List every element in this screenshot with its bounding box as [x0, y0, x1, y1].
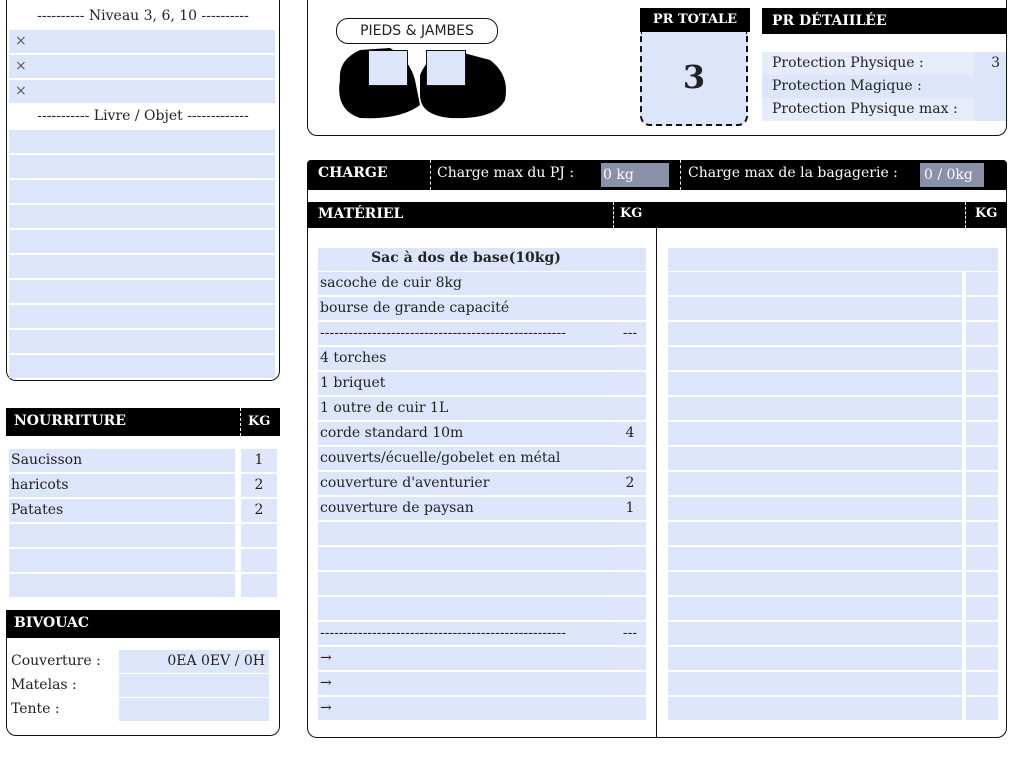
bivouac-label: Tente :: [11, 701, 60, 717]
list-item[interactable]: [9, 255, 275, 278]
materiel-item-kg[interactable]: [614, 372, 646, 395]
materiel-item-kg-right[interactable]: [966, 397, 998, 420]
list-item[interactable]: [9, 355, 275, 378]
charge-pj-label: Charge max du PJ :: [437, 165, 575, 181]
pr-totale-title: PR TOTALE: [640, 8, 750, 32]
food-item-kg[interactable]: 1: [241, 449, 277, 472]
materiel-item-kg[interactable]: [614, 672, 646, 695]
materiel-item-kg-right[interactable]: [966, 272, 998, 295]
materiel-item-kg-right[interactable]: [966, 497, 998, 520]
pr-detail-value[interactable]: [974, 98, 1006, 121]
materiel-item-name[interactable]: 1 outre de cuir 1L: [318, 397, 614, 420]
materiel-item-name[interactable]: [318, 522, 614, 545]
materiel-item-name[interactable]: couverts/écuelle/gobelet en métal: [318, 447, 614, 470]
materiel-item-name[interactable]: couverture de paysan: [318, 497, 614, 520]
list-item[interactable]: [9, 130, 275, 153]
food-item-kg[interactable]: 2: [241, 474, 277, 497]
materiel-item-name-right[interactable]: [668, 272, 962, 295]
pr-detail-label: Protection Physique :: [762, 52, 984, 75]
materiel-item-kg-right[interactable]: [966, 672, 998, 695]
list-section-header: ----------- Livre / Objet -------------: [37, 108, 249, 124]
materiel-title: MATÉRIEL: [318, 206, 404, 222]
materiel-item-kg-right[interactable]: [966, 347, 998, 370]
materiel-item-kg-right[interactable]: [966, 697, 998, 720]
materiel-item-name-right[interactable]: [668, 322, 962, 345]
list-item[interactable]: [9, 305, 275, 328]
pr-detail-label: Protection Magique :: [762, 75, 984, 98]
charge-title: CHARGE: [318, 165, 388, 181]
feet-protection-input-2[interactable]: [426, 50, 466, 86]
materiel-item-name-right[interactable]: [668, 572, 962, 595]
materiel-item-kg-right[interactable]: [966, 622, 998, 645]
pr-detaillee-title: PR DÉTAIILÉE: [762, 8, 1007, 34]
materiel-item-name-right[interactable]: [668, 597, 962, 620]
charge-bag-label: Charge max de la bagagerie :: [688, 165, 898, 181]
food-item-name[interactable]: [9, 549, 235, 572]
materiel-item-kg[interactable]: [614, 347, 646, 370]
materiel-item-name[interactable]: →: [318, 647, 614, 670]
materiel-item-kg[interactable]: 2: [614, 472, 646, 495]
materiel-item-kg-right[interactable]: [966, 547, 998, 570]
materiel-item-kg-right[interactable]: [966, 597, 998, 620]
materiel-item-name[interactable]: sacoche de cuir 8kg: [318, 272, 614, 295]
materiel-item-name[interactable]: ----------------------------------------------------: [318, 622, 614, 645]
list-item[interactable]: [9, 155, 275, 178]
materiel-item-kg-right[interactable]: [966, 422, 998, 445]
materiel-item-kg-right[interactable]: [966, 647, 998, 670]
materiel-item-kg[interactable]: [614, 272, 646, 295]
materiel-item-name-right[interactable]: [668, 547, 962, 570]
materiel-item-kg[interactable]: [614, 447, 646, 470]
pr-detail-value[interactable]: 3: [974, 52, 1006, 75]
list-item[interactable]: [9, 205, 275, 228]
materiel-item-kg[interactable]: [614, 597, 646, 620]
materiel-item-name[interactable]: [318, 572, 614, 595]
pr-totale-value: 3: [682, 58, 706, 96]
materiel-item-kg-right[interactable]: [966, 297, 998, 320]
materiel-item-kg-right[interactable]: [966, 472, 998, 495]
bivouac-label: Matelas :: [11, 677, 77, 693]
materiel-item-name-right[interactable]: [668, 622, 962, 645]
materiel-item-kg[interactable]: [614, 522, 646, 545]
list-item[interactable]: [9, 280, 275, 303]
list-item[interactable]: [9, 330, 275, 353]
materiel-item-kg-right[interactable]: [966, 372, 998, 395]
list-section-header: ---------- Niveau 3, 6, 10 ----------: [37, 8, 249, 24]
pr-detail-label: Protection Physique max :: [762, 98, 984, 121]
food-item-name[interactable]: Saucisson: [9, 449, 235, 472]
materiel-item-name[interactable]: corde standard 10m: [318, 422, 614, 445]
list-item[interactable]: ×: [9, 80, 275, 103]
charge-bag-value[interactable]: 0 / 0kg: [920, 163, 984, 187]
food-item-kg[interactable]: [241, 574, 277, 597]
materiel-item-name-right[interactable]: [668, 647, 962, 670]
materiel-item-kg-right[interactable]: [966, 322, 998, 345]
materiel-column-divider: [656, 228, 657, 738]
materiel-item-name-right[interactable]: [668, 297, 962, 320]
materiel-item-kg[interactable]: [614, 697, 646, 720]
materiel-item-name-right[interactable]: [668, 422, 962, 445]
materiel-item-kg[interactable]: 4: [614, 422, 646, 445]
bivouac-value[interactable]: 0EA 0EV / 0H: [119, 650, 269, 673]
materiel-item-kg[interactable]: [614, 572, 646, 595]
nourriture-title: NOURRITURE: [14, 413, 126, 429]
materiel-item-name[interactable]: →: [318, 672, 614, 695]
food-item-name[interactable]: Patates: [9, 499, 235, 522]
bivouac-value[interactable]: [119, 674, 269, 697]
materiel-item-name[interactable]: [318, 547, 614, 570]
materiel-item-name-right[interactable]: [668, 522, 962, 545]
feet-protection-input-1[interactable]: [368, 50, 408, 86]
materiel-kg-header: KG: [620, 206, 643, 221]
materiel-item-kg[interactable]: [614, 647, 646, 670]
materiel-item-name[interactable]: [318, 597, 614, 620]
food-item-name[interactable]: [9, 524, 235, 547]
food-item-kg[interactable]: 2: [241, 499, 277, 522]
bivouac-label: Couverture :: [11, 653, 101, 669]
bivouac-value[interactable]: [119, 698, 269, 721]
materiel-item-kg-right[interactable]: [966, 572, 998, 595]
materiel-item-kg-right[interactable]: [966, 447, 998, 470]
materiel-item-name[interactable]: →: [318, 697, 614, 720]
pr-detail-value[interactable]: [974, 75, 1006, 98]
bag-title: Sac à dos de base(10kg): [371, 250, 561, 266]
materiel-item-kg[interactable]: [614, 547, 646, 570]
materiel-item-name-right[interactable]: [668, 397, 962, 420]
materiel-item-name[interactable]: couverture d'aventurier: [318, 472, 614, 495]
materiel-header: [307, 202, 1007, 228]
materiel-item-name[interactable]: bourse de grande capacité: [318, 297, 614, 320]
list-item[interactable]: ×: [9, 55, 275, 78]
materiel-item-name[interactable]: 1 briquet: [318, 372, 614, 395]
food-item-kg[interactable]: [241, 549, 277, 572]
materiel-item-name-right[interactable]: [668, 672, 962, 695]
materiel-item-kg[interactable]: ---: [614, 322, 646, 345]
food-item-kg[interactable]: [241, 524, 277, 547]
materiel-item-name-right[interactable]: [668, 497, 962, 520]
materiel-item-name-right[interactable]: [668, 472, 962, 495]
list-item[interactable]: ×: [9, 30, 275, 53]
materiel-item-name-right[interactable]: [668, 347, 962, 370]
bivouac-title: BIVOUAC: [14, 615, 89, 631]
materiel-item-kg[interactable]: ---: [614, 622, 646, 645]
food-item-name[interactable]: [9, 574, 235, 597]
materiel-item-name-right[interactable]: [668, 372, 962, 395]
materiel-item-kg[interactable]: [614, 297, 646, 320]
materiel-item-kg[interactable]: [614, 397, 646, 420]
list-item[interactable]: [9, 180, 275, 203]
bag-title-row-right: [668, 248, 998, 271]
body-section-label: PIEDS & JAMBES: [336, 18, 498, 44]
materiel-item-kg-right[interactable]: [966, 522, 998, 545]
list-item[interactable]: [9, 230, 275, 253]
materiel-kg-header-right: KG: [975, 206, 998, 221]
materiel-item-name-right[interactable]: [668, 447, 962, 470]
materiel-item-name[interactable]: 4 torches: [318, 347, 614, 370]
food-item-name[interactable]: haricots: [9, 474, 235, 497]
materiel-item-name-right[interactable]: [668, 697, 962, 720]
charge-pj-value[interactable]: 0 kg: [601, 163, 669, 187]
materiel-item-kg[interactable]: 1: [614, 497, 646, 520]
nourriture-kg-header: KG: [248, 414, 271, 429]
materiel-item-name[interactable]: ----------------------------------------------------: [318, 322, 614, 345]
